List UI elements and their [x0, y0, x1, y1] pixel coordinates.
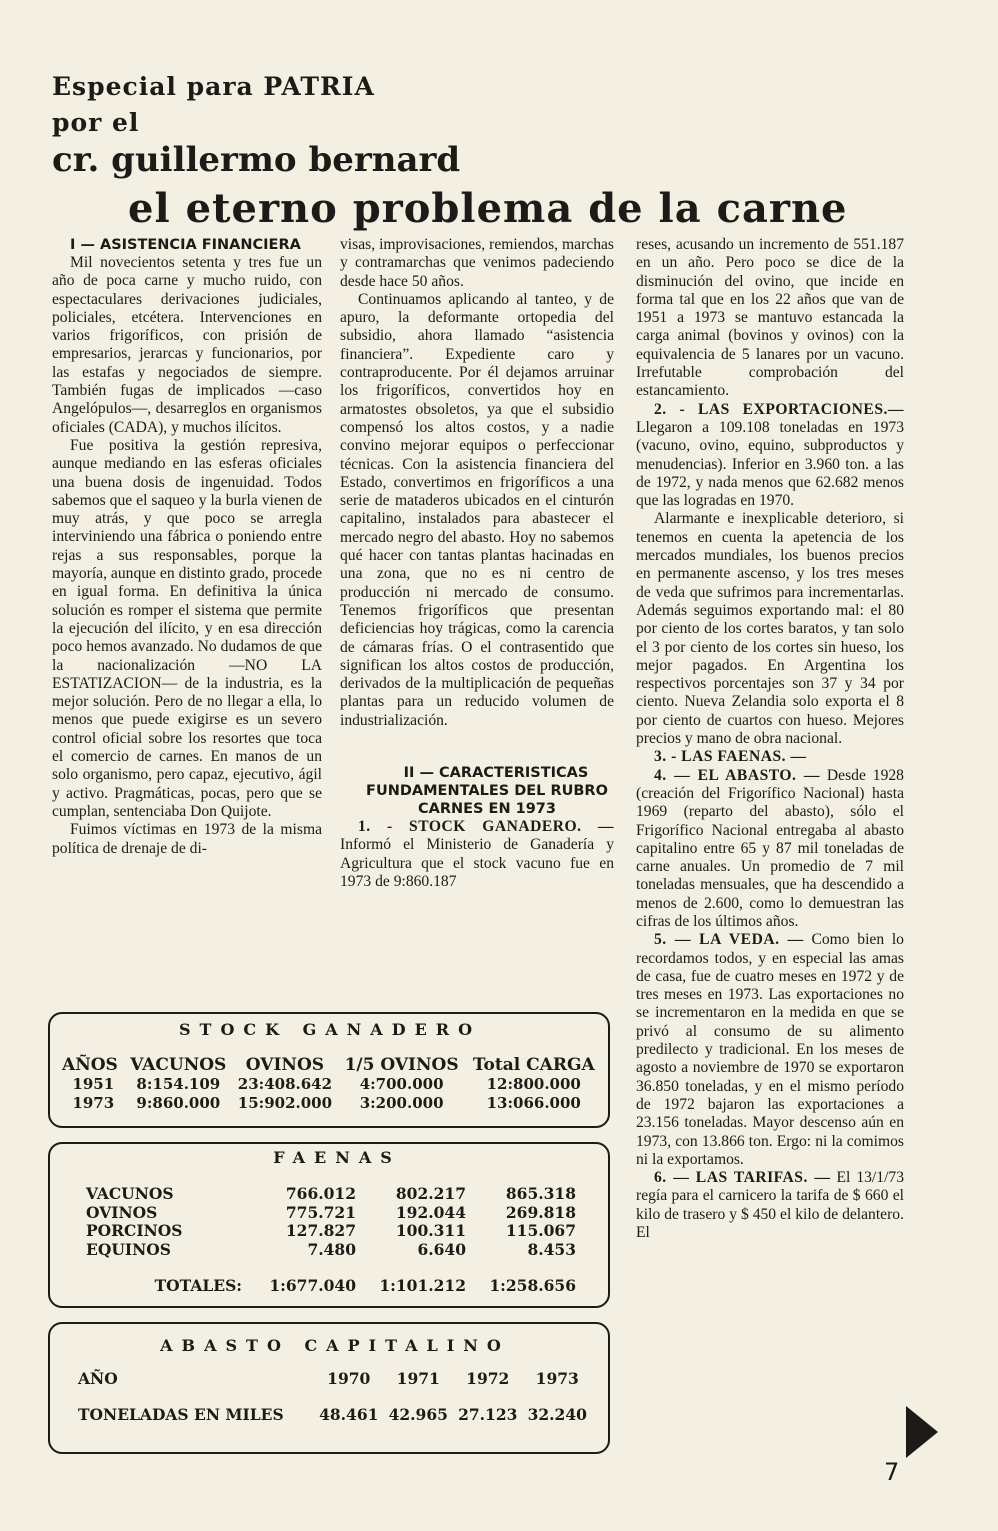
- table-cell: 127.827: [285, 1221, 356, 1240]
- subsection-label: 5. — LA VEDA. —: [654, 931, 804, 949]
- table-row: [62, 1094, 602, 1113]
- subsection-text: Desde 1928 (creación del Frigorífico Nacional) hasta 1969 (reparto del abasto), sólo el Frigorífico Nacional entregaba al abasto capitalino entre 65 y 87 mil toneladas de carne anuales. Un promedio de 7 mil toneladas mensuales, que ha descendido a menos de 2.600, como lo demuestran las cifras de los últimos años.: [636, 766, 904, 930]
- table-cell: 15:902.000: [237, 1094, 333, 1112]
- table-cell: 1:677.040: [269, 1276, 356, 1295]
- subsection-label: 2. - LAS EXPORTACIONES.—: [654, 400, 904, 418]
- table-cell: 1973: [535, 1369, 579, 1388]
- column-header: AÑOS: [62, 1055, 118, 1075]
- column-header: 1/5 OVINOS: [344, 1055, 459, 1075]
- table-cell: 269.818: [505, 1202, 576, 1222]
- subsection-3: [636, 748, 904, 766]
- table-cell: EQUINOS: [86, 1239, 171, 1259]
- table-cell: TOTALES:: [154, 1276, 242, 1295]
- subsection-text: Llegaron a 109.108 toneladas en 1973 (vacuno, ovino, equino, subproductos y menudencias). Inferior en 3.960 ton. a las de 1972, y nada menos que 62.682 menos que las logradas en 1970.: [636, 418, 904, 510]
- table-row: [86, 1222, 576, 1241]
- paragraph: Fue positiva la gestión represiva, aunque mediando en las esferas oficiales una buena dosis de ingenuidad. Todos sabemos que el saqueo y la burla vienen de muy atrás, y que poco se arregla interviniendo una fábrica o poniendo entre rejas a sus responsables, porque la mayoría, aunque en distinto grado, procede en igual forma. En definitiva la única solución es romper el sistema que permite la ejecución del ilícito, y en esa dirección poco hemos avanzado. No dudamos de que la nacionalización —NO LA ESTATIZACION— de la industria, es la mejor solución. Pero de no llegar a ella, lo menos que puede exigirse es un severo control oficial sobre los resortes que toca el comercio de carnes. En manos de un solo organismo, pero capaz, ejecutivo, ágil y activo. Pragmáticas, pocas, pero que se cumplan, sentenciaba Don Quijote.: [52, 436, 322, 820]
- table-row: [86, 1204, 576, 1223]
- subsection-text: El 13/1/73 regía para el carnicero la tarifa de $ 660 el kilo de trasero y $ 450 el kilo de delantero. El: [636, 1169, 904, 1242]
- table-cell: TONELADAS EN MILES: [78, 1405, 284, 1424]
- table-cell: 802.217: [395, 1184, 466, 1203]
- table-cell: 8.453: [527, 1239, 576, 1259]
- table-cell: 42.965: [388, 1405, 448, 1424]
- abasto-table: [78, 1369, 592, 1425]
- paragraph: reses, acusando un incremento de 551.187 en un año. Pero poco se dice de la disminución del ovino, que incide en forma tal que en los 22 años que van de 1951 a 1973 se mantuvo estancada la carga animal (bovinos y ovinos) con la equivalencia de 5 lanares por un vacuno. Irrefutable comprobación del estancamiento.: [636, 236, 904, 400]
- table-cell: 100.311: [395, 1221, 466, 1240]
- column-3: [636, 236, 904, 1242]
- table-cell: 865.318: [505, 1184, 576, 1203]
- paragraph: Fuimos víctimas en 1973 de la misma política de drenaje de di-: [52, 821, 322, 857]
- section-heading-2: II — CARACTERISTICAS FUNDAMENTALES DEL RUBRO CARNES EN 1973: [366, 765, 608, 818]
- table-cell: 1970: [327, 1369, 371, 1388]
- column-2: [340, 236, 614, 891]
- stock-table: [62, 1055, 602, 1113]
- kicker-line-1: Especial para PATRIA: [52, 72, 375, 101]
- subsection-1: [340, 818, 614, 891]
- table-cell: 4:700.000: [359, 1075, 444, 1093]
- abasto-capitalino-box: [48, 1322, 610, 1454]
- subsection-2: [636, 401, 904, 511]
- table-cell: 192.044: [395, 1202, 466, 1222]
- table-cell: AÑO: [78, 1369, 118, 1388]
- subsection-label: 1. - STOCK GANADERO. —: [358, 818, 614, 836]
- totals-row: [86, 1277, 576, 1296]
- table-cell: 9:860.000: [136, 1094, 221, 1112]
- stock-table-header-row: [62, 1055, 602, 1075]
- table-cell: 7.480: [307, 1239, 356, 1259]
- table-row: [86, 1241, 576, 1260]
- table-cell: 775.721: [285, 1202, 356, 1222]
- subsection-5: [636, 931, 904, 1169]
- paragraph: visas, improvisaciones, remiendos, marchas y contramarchas que venimos padeciendo desde hace 50 años.: [340, 236, 614, 290]
- subsection-6: [636, 1169, 904, 1242]
- table-cell: 3:200.000: [359, 1094, 444, 1112]
- table-cell: 115.067: [505, 1221, 576, 1240]
- column-header: OVINOS: [245, 1055, 325, 1075]
- abasto-table-title: ABASTO CAPITALINO: [160, 1336, 510, 1355]
- column-1: [52, 236, 322, 858]
- subsection-text: Informó el Ministerio de Ganadería y Agricultura que el stock vacuno fue en 1973 de 9:860.187: [340, 836, 614, 890]
- table-cell: 1971: [396, 1369, 440, 1388]
- faenas-table: [86, 1185, 576, 1296]
- table-row: [86, 1185, 576, 1204]
- section-heading-1: I — ASISTENCIA FINANCIERA: [70, 237, 301, 253]
- paragraph: Alarmante e inexplicable deterioro, si tenemos en cuenta la apetencia de los mercados mundiales, los buenos precios en permanente ascenso, y los tres meses de veda que sufrimos para incrementarlas. Además seguimos exportando mal: el 80 por ciento de los cortes baratos, y tan solo el 3 por ciento de los cortes sin hueso, los mejor pagados. En Argentina los respectivos porcentajes son 37 y 34 por ciento. Nueva Zelandia solo exporta el 8 por ciento de cuartos con hueso. Mejores precios y mano de obra nacional.: [636, 510, 904, 748]
- subsection-text: Como bien lo recordamos todos, y en especial las amas de casa, fue de cuatro meses en 1972 y de tres meses en 1973. Las exportaciones no se incrementaron en la medida en que se privó al consumo de su alimento predilecto y tradicional. En los meses de agosto a noviembre de 1970 se exportaron 36.850 toneladas, y en el mismo período de 1972 bajaron las exportaciones a 23.156 toneladas. Mayor descenso aún en 1973, con 13.866 ton. Ergo: ni la comimos ni la exportamos.: [636, 931, 904, 1168]
- faenas-table-title: FAENAS: [273, 1148, 401, 1167]
- author-byline: cr. guillermo bernard: [52, 140, 461, 180]
- stock-ganadero-box: [48, 1012, 610, 1128]
- table-cell: 23:408.642: [237, 1075, 333, 1093]
- article-headline: el eterno problema de la carne: [128, 185, 848, 232]
- column-header: VACUNOS: [130, 1055, 227, 1075]
- page-number: 7: [884, 1458, 900, 1486]
- stock-table-title: STOCK GANADERO: [178, 1020, 482, 1039]
- table-cell: 48.461: [319, 1405, 379, 1424]
- table-cell: 1:258.656: [489, 1276, 576, 1295]
- table-row: [78, 1369, 592, 1389]
- table-cell: 8:154.109: [136, 1075, 221, 1093]
- table-cell: 12:800.000: [486, 1075, 581, 1093]
- table-cell: 27.123: [458, 1405, 518, 1424]
- subsection-label: 4. — EL ABASTO. —: [654, 766, 820, 784]
- table-row: [78, 1405, 592, 1425]
- table-cell: OVINOS: [86, 1202, 158, 1222]
- continue-arrow-icon: [906, 1406, 938, 1458]
- table-cell: 1:101.212: [379, 1276, 466, 1295]
- table-cell: PORCINOS: [86, 1221, 183, 1240]
- subsection-4: [636, 767, 904, 932]
- table-cell: VACUNOS: [86, 1184, 174, 1203]
- subsection-label: 3. - LAS FAENAS. —: [654, 748, 807, 766]
- table-cell: 6.640: [417, 1239, 466, 1259]
- kicker-line-2: por el: [52, 108, 140, 137]
- paragraph: Mil novecientos setenta y tres fue un año de poca carne y mucho ruido, con espectaculares derivaciones judiciales, policiales, etcétera. Intervenciones en varios frigoríficos, con prisión de empresarios, jerarcas y funcionarios, por las estafas y negociados de siempre. También fugas de implicados —caso Angelópulos—, desarreglos en organismos oficiales (CADA), y muchos ilícitos.: [52, 254, 322, 436]
- column-header: Total CARGA: [472, 1055, 595, 1075]
- table-cell: 1951: [72, 1075, 115, 1093]
- table-cell: 13:066.000: [486, 1094, 581, 1112]
- paragraph: Continuamos aplicando al tanteo, y de apuro, la deformante ortopedia del subsidio, ahora llamado “asistencia financiera”. Expediente caro y contraproducente. Por él dejamos arruinar los frigoríficos, convertidos hoy en armatostes obsoletos, ya que el subsidio compensó los altos costos, y a nadie convino mejorar equipos o perfeccionar técnicas. Con la asistencia financiera del Estado, convertimos en frigoríficos a una serie de mataderos ubicados en el cinturón capitalino, instalados para abastecer el mercado negro del abasto. Hoy no sabemos qué hacer con tantas plantas hacinadas en una zona, que no es ni centro de producción ni mercado de consumo. Tenemos frigoríficos que presentan deficiencias hoy trágicas, como la carencia de cámaras frías. O el contrasentido que significan los altos costos de producción, derivados de la multiplicación de pequeñas plantas para un reducido volumen de industrialización.: [340, 290, 614, 729]
- table-row: [62, 1075, 602, 1094]
- table-cell: 766.012: [285, 1184, 356, 1203]
- table-cell: 1973: [72, 1094, 115, 1112]
- table-cell: 32.240: [527, 1405, 587, 1424]
- faenas-box: [48, 1142, 610, 1308]
- table-cell: 1972: [466, 1369, 510, 1388]
- subsection-label: 6. — LAS TARIFAS. —: [654, 1169, 831, 1187]
